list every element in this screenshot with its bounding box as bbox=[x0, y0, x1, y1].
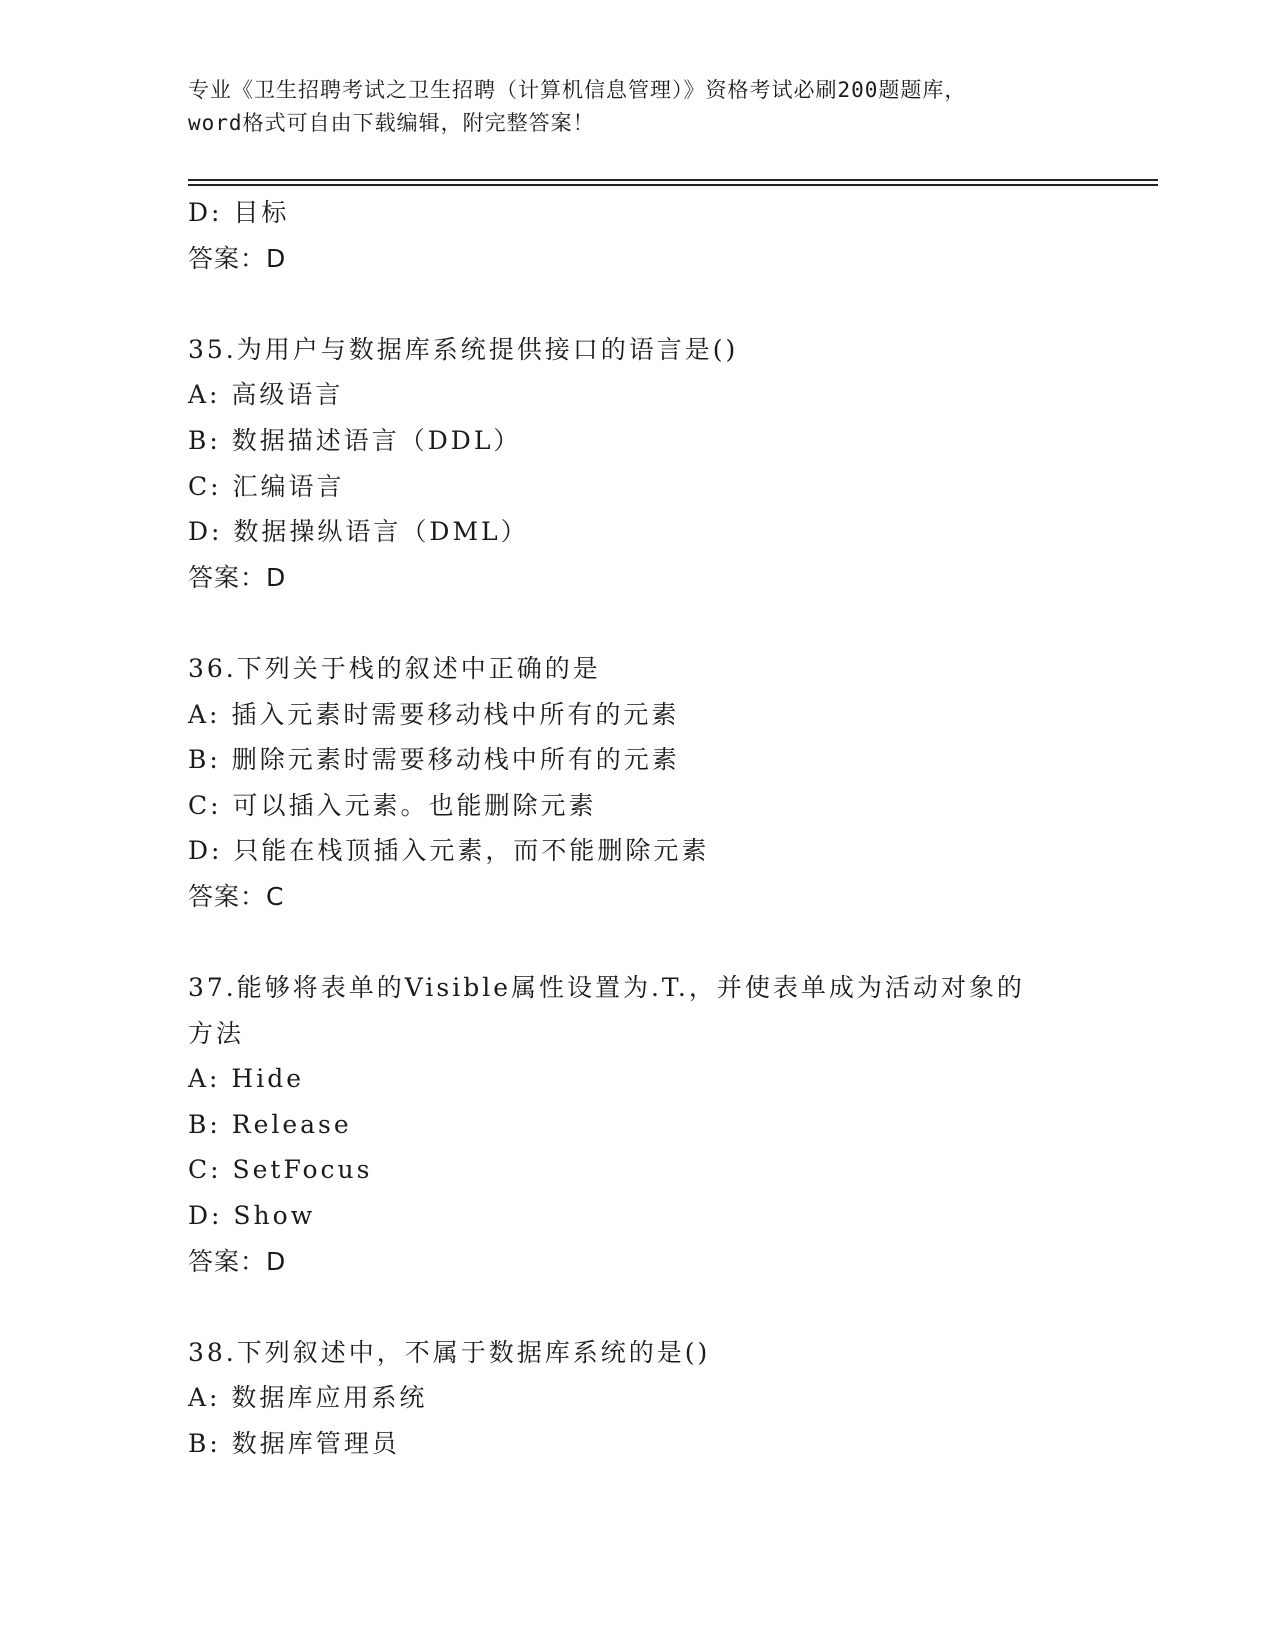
option-a: A: Hide bbox=[188, 1064, 305, 1094]
header-line-2: word格式可自由下载编辑，附完整答案！ bbox=[188, 111, 595, 135]
option-a: A: 插入元素时需要移动栈中所有的元素 bbox=[188, 699, 680, 729]
document-header bbox=[188, 74, 1088, 140]
header-divider-bottom bbox=[188, 184, 1158, 186]
question-stem: 35.为用户与数据库系统提供接口的语言是() bbox=[188, 334, 739, 364]
option-b: B: Release bbox=[188, 1109, 352, 1139]
option-d: D: 目标 bbox=[188, 198, 290, 227]
question-35 bbox=[188, 327, 1088, 601]
option-d: D: 只能在栈顶插入元素，而不能删除元素 bbox=[188, 836, 710, 866]
answer: 答案：C bbox=[188, 881, 285, 911]
spacer bbox=[188, 1284, 1088, 1330]
question-stem-line-2: 方法 bbox=[188, 1018, 245, 1048]
option-b: B: 删除元素时需要移动栈中所有的元素 bbox=[188, 745, 680, 775]
question-36 bbox=[188, 646, 1088, 920]
header-divider-top bbox=[188, 179, 1158, 181]
question-stem-line-1: 37.能够将表单的Visible属性设置为.T.，并使表单成为活动对象的 bbox=[188, 973, 1025, 1003]
header-line-1: 专业《卫生招聘考试之卫生招聘（计算机信息管理）》资格考试必刷200题题库， bbox=[188, 78, 967, 102]
question-38 bbox=[188, 1330, 1088, 1467]
option-c: C: SetFocus bbox=[188, 1155, 373, 1185]
question-stem: 36.下列关于栈的叙述中正确的是 bbox=[188, 653, 601, 683]
spacer bbox=[188, 920, 1088, 966]
answer: 答案：D bbox=[188, 562, 287, 592]
option-b: B: 数据库管理员 bbox=[188, 1429, 400, 1459]
answer: 答案：D bbox=[188, 1246, 287, 1276]
question-34-continuation bbox=[188, 190, 1088, 281]
option-c: C: 可以插入元素。也能删除元素 bbox=[188, 790, 597, 820]
option-a: A: 高级语言 bbox=[188, 380, 344, 410]
option-b: B: 数据描述语言（DDL） bbox=[188, 425, 522, 455]
spacer bbox=[188, 281, 1088, 327]
option-a: A: 数据库应用系统 bbox=[188, 1383, 428, 1413]
option-d: D: Show bbox=[188, 1201, 316, 1231]
option-c: C: 汇编语言 bbox=[188, 471, 345, 501]
answer: 答案：D bbox=[188, 243, 287, 273]
document-body bbox=[188, 190, 1088, 1467]
spacer bbox=[188, 600, 1088, 646]
question-stem: 38.下列叙述中，不属于数据库系统的是() bbox=[188, 1337, 711, 1367]
question-37 bbox=[188, 965, 1088, 1284]
option-d: D: 数据操纵语言（DML） bbox=[188, 517, 529, 547]
